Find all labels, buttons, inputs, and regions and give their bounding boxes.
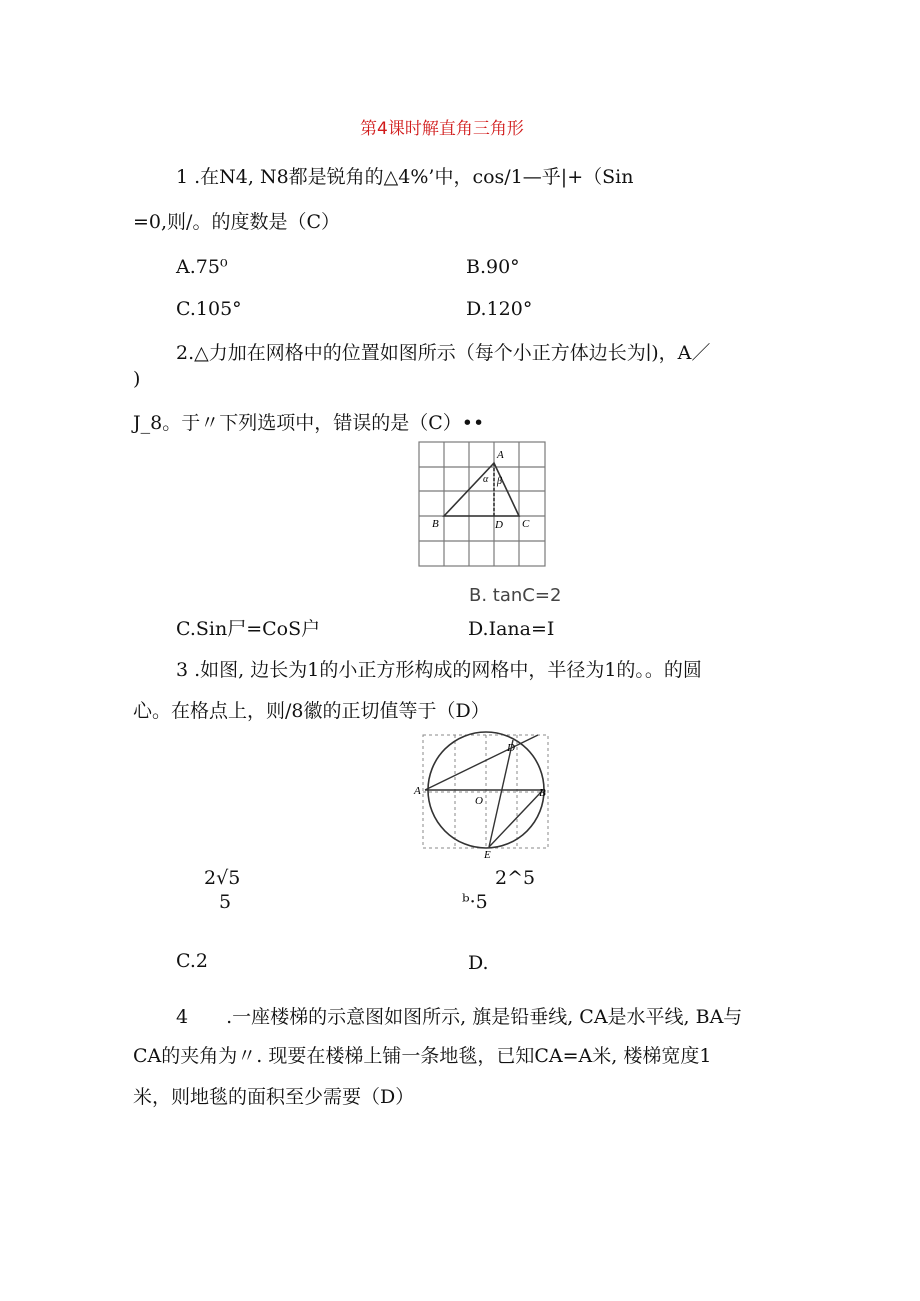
- q3-option-c: C.2: [176, 950, 208, 972]
- q3-line1: 3 .如图, 边长为1的小正方形构成的网格中，半径为1的。。的圆: [176, 659, 702, 681]
- q3-label-e: E: [484, 849, 491, 860]
- q1-option-a: A.75⁰: [176, 256, 228, 278]
- q2-line3: J_8。于〃下列选项中，错误的是（C）••: [133, 412, 485, 434]
- q3-option-a-denominator: 5: [219, 891, 232, 913]
- q1-line2: =0,则/。的度数是（C）: [133, 211, 340, 233]
- q2-option-c: C.Sin尸=CoS户: [176, 618, 321, 640]
- q3-circle-figure: [413, 730, 553, 860]
- q1-option-d: D.120°: [466, 298, 533, 320]
- q2-option-d: D.Iana=I: [468, 618, 555, 640]
- q3-label-a: A: [414, 785, 421, 797]
- q2-line2: ): [133, 368, 141, 390]
- q3-option-a-numerator: 2√5: [204, 867, 241, 889]
- q4-line2: CA的夹角为〃. 现要在楼梯上铺一条地毯，已知CA=A米, 楼梯宽度1: [133, 1045, 712, 1067]
- q3-option-b-denominator: ᵇ·5: [462, 891, 488, 913]
- q2-label-c: C: [522, 518, 530, 530]
- q3-option-d: D.: [468, 952, 489, 974]
- q2-label-beta: β: [497, 476, 502, 487]
- q3-line2: 心。在格点上，则/8徽的正切值等于（D）: [133, 700, 490, 722]
- q2-label-d: D: [495, 519, 503, 531]
- q2-label-a: A: [497, 449, 504, 461]
- q3-label-d: D: [507, 742, 515, 754]
- q4-line1: 4 .一座楼梯的示意图如图所示, 旗是铅垂线, CA是水平线, BA与: [176, 1006, 743, 1028]
- q4-line3: 米，则地毯的面积至少需要（D）: [133, 1086, 415, 1108]
- q1-option-b: B.90°: [466, 256, 520, 278]
- q3-option-b-numerator: 2^5: [495, 867, 536, 889]
- q1-option-c: C.105°: [176, 298, 242, 320]
- q3-label-b: B: [539, 787, 546, 799]
- q3-label-o: O: [475, 795, 483, 807]
- page-title: 第4课时解直角三角形: [360, 119, 524, 139]
- q2-option-b: B. tanC=2: [469, 585, 562, 606]
- q1-line1: 1 .在N4, N8都是锐角的△4%’中，cos/1—乎|+（Sin: [176, 166, 634, 188]
- q2-label-alpha: α: [483, 474, 489, 485]
- q2-label-b: B: [432, 518, 439, 530]
- q2-line1: 2.△力加在网格中的位置如图所示（每个小正方体边长为∣)，A／: [176, 342, 711, 364]
- q2-grid-figure: [410, 436, 550, 570]
